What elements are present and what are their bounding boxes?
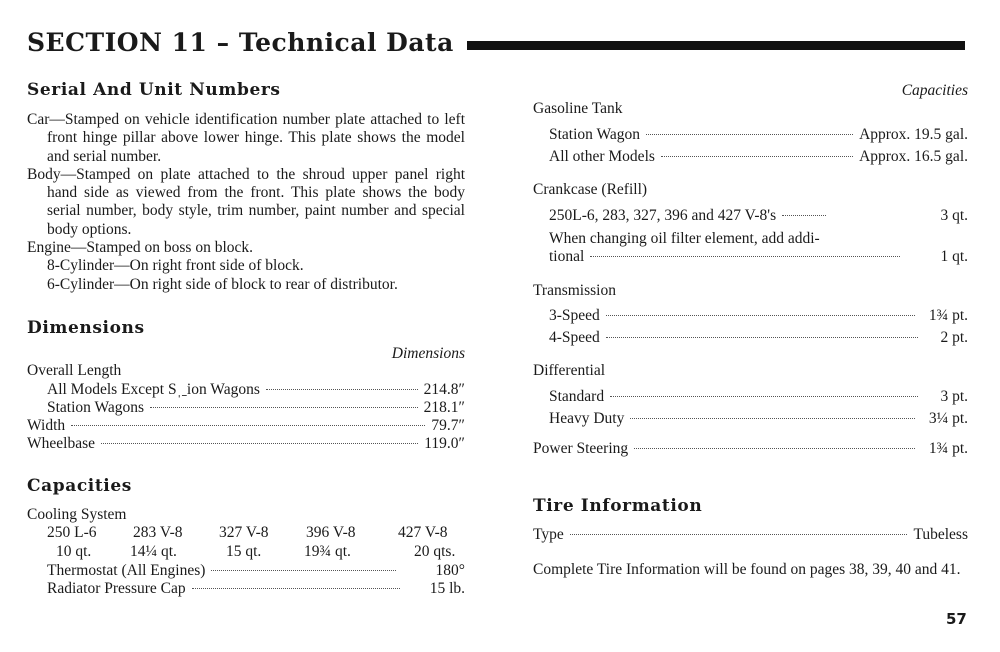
amount-396: 19¾ qt. — [304, 543, 351, 560]
leader-dots — [606, 315, 915, 316]
dim-row-width — [27, 417, 465, 436]
leader-dots — [590, 256, 900, 257]
capacities-heading: Capacities — [27, 476, 132, 496]
crankcase-engines: 250L-6, 283, 327, 396 and 427 V-8's — [549, 207, 777, 224]
leader-dots — [192, 588, 400, 589]
amount-250: 10 qt. — [56, 543, 92, 560]
gas-row-station-wagon — [549, 126, 968, 145]
leader-dots — [570, 534, 908, 535]
dim-label: Wheelbase — [27, 435, 95, 452]
diff-value: 3¼ pt. — [928, 410, 968, 427]
leader-dots — [630, 418, 914, 419]
trans-row-4speed — [549, 329, 968, 348]
tire-type-value: Tubeless — [913, 526, 968, 543]
amount-283: 14¼ qt. — [130, 543, 177, 560]
power-steering-row — [533, 440, 968, 459]
leader-dots — [610, 396, 918, 397]
gas-label: Station Wagon — [549, 126, 641, 143]
dim-row-all-models — [47, 381, 465, 400]
oil-filter-row — [549, 248, 968, 267]
dim-value: 79.7″ — [431, 417, 465, 434]
thermostat-row — [47, 562, 465, 581]
leader-dots — [634, 448, 915, 449]
trans-label: 4-Speed — [549, 329, 600, 346]
eight-cyl-text: 8-Cylinder—On right front side of block. — [47, 257, 304, 275]
amount-427: 20 qts. — [414, 543, 456, 560]
title-rule — [467, 41, 965, 50]
section-title: SECTION 11 – Technical Data — [27, 28, 454, 57]
diff-label: Heavy Duty — [549, 410, 625, 427]
cooling-engines-row — [47, 524, 465, 543]
tire-type-row — [533, 526, 968, 545]
crankcase-label: Crankcase (Refill) — [533, 181, 648, 198]
dim-value: 218.1″ — [423, 399, 465, 416]
dim-value: 119.0″ — [424, 435, 465, 452]
radiator-row — [47, 580, 465, 599]
leader-dots — [211, 570, 395, 571]
transmission-label: Transmission — [533, 282, 616, 299]
oil-filter-line1: When changing oil filter element, add addi- — [549, 230, 820, 247]
page-number: 57 — [946, 610, 967, 628]
radiator-value: 15 lb. — [429, 580, 465, 597]
trans-row-3speed — [549, 307, 968, 326]
engine-396: 396 V-8 — [306, 524, 356, 541]
thermostat-label: Thermostat (All Engines) — [47, 562, 206, 579]
oil-filter-line2: tional — [549, 248, 585, 265]
tire-type-label: Type — [533, 526, 564, 543]
gas-value: Approx. 19.5 gal. — [859, 126, 968, 143]
differential-label: Differential — [533, 362, 606, 379]
leader-dots — [266, 389, 418, 390]
serial-heading: Serial And Unit Numbers — [27, 80, 281, 100]
leader-dots — [661, 156, 853, 157]
dim-row-wheelbase — [27, 435, 465, 454]
dimensions-heading: Dimensions — [27, 318, 145, 338]
tire-note: Complete Tire Information will be found on pages 38, 39, 40 and 41. — [533, 561, 961, 578]
engine-text: Engine—Stamped on boss on block. — [27, 239, 254, 257]
diff-row-standard — [549, 388, 968, 407]
dim-row-station-wagons — [47, 399, 465, 418]
diff-row-heavy-duty — [549, 410, 968, 429]
engine-283: 283 V-8 — [133, 524, 183, 541]
thermostat-value: 180° — [435, 562, 465, 579]
gas-label: All other Models — [549, 148, 655, 165]
trans-value: 1¾ pt. — [928, 307, 968, 324]
trans-label: 3-Speed — [549, 307, 600, 324]
dim-label: Width — [27, 417, 66, 434]
trans-value: 2 pt. — [940, 329, 968, 346]
power-steering-value: 1¾ pt. — [928, 440, 968, 457]
engine-427: 427 V-8 — [398, 524, 448, 541]
dim-label: Station Wagons — [47, 399, 145, 416]
diff-label: Standard — [549, 388, 605, 405]
gas-row-other-models — [549, 148, 968, 167]
dim-label: All Models Except Sˌˍion Wagons — [47, 381, 260, 398]
leader-dots — [101, 443, 418, 444]
leader-dots — [646, 134, 853, 135]
dim-value: 214.8″ — [423, 381, 465, 398]
gasoline-tank-label: Gasoline Tank — [533, 100, 623, 117]
leader-dots — [606, 337, 919, 338]
crankcase-value: 3 qt. — [940, 207, 968, 224]
tire-heading: Tire Information — [533, 496, 703, 516]
amount-327: 15 qt. — [226, 543, 262, 560]
diff-value: 3 pt. — [940, 388, 968, 405]
cooling-amounts-row — [56, 543, 465, 562]
gas-value: Approx. 16.5 gal. — [859, 148, 968, 165]
power-steering-label: Power Steering — [533, 440, 629, 457]
radiator-label: Radiator Pressure Cap — [47, 580, 186, 597]
car-text: Car—Stamped on vehicle identification number plate attached to left front hinge pillar above lower hinge. This plate shows the model and serial number. — [27, 111, 465, 165]
dimensions-column-label: Dimensions — [391, 345, 465, 362]
oil-filter-value: 1 qt. — [940, 248, 968, 265]
crankcase-row — [549, 207, 968, 226]
overall-length-label: Overall Length — [27, 362, 122, 379]
serial-paragraphs — [27, 111, 465, 294]
engine-327: 327 V-8 — [219, 524, 269, 541]
leader-dots — [782, 215, 826, 216]
six-cyl-text: 6-Cylinder—On right side of block to rear of distributor. — [47, 275, 398, 293]
leader-dots — [71, 425, 425, 426]
cooling-system-label: Cooling System — [27, 506, 127, 523]
leader-dots — [150, 407, 418, 408]
body-text: Body—Stamped on plate attached to the shroud upper panel right hand side as viewed from the front. This plate shows the body serial number, body style, trim number, paint number and special body options. — [27, 165, 465, 238]
engine-250: 250 L-6 — [47, 524, 97, 541]
capacities-column-label: Capacities — [901, 82, 968, 99]
